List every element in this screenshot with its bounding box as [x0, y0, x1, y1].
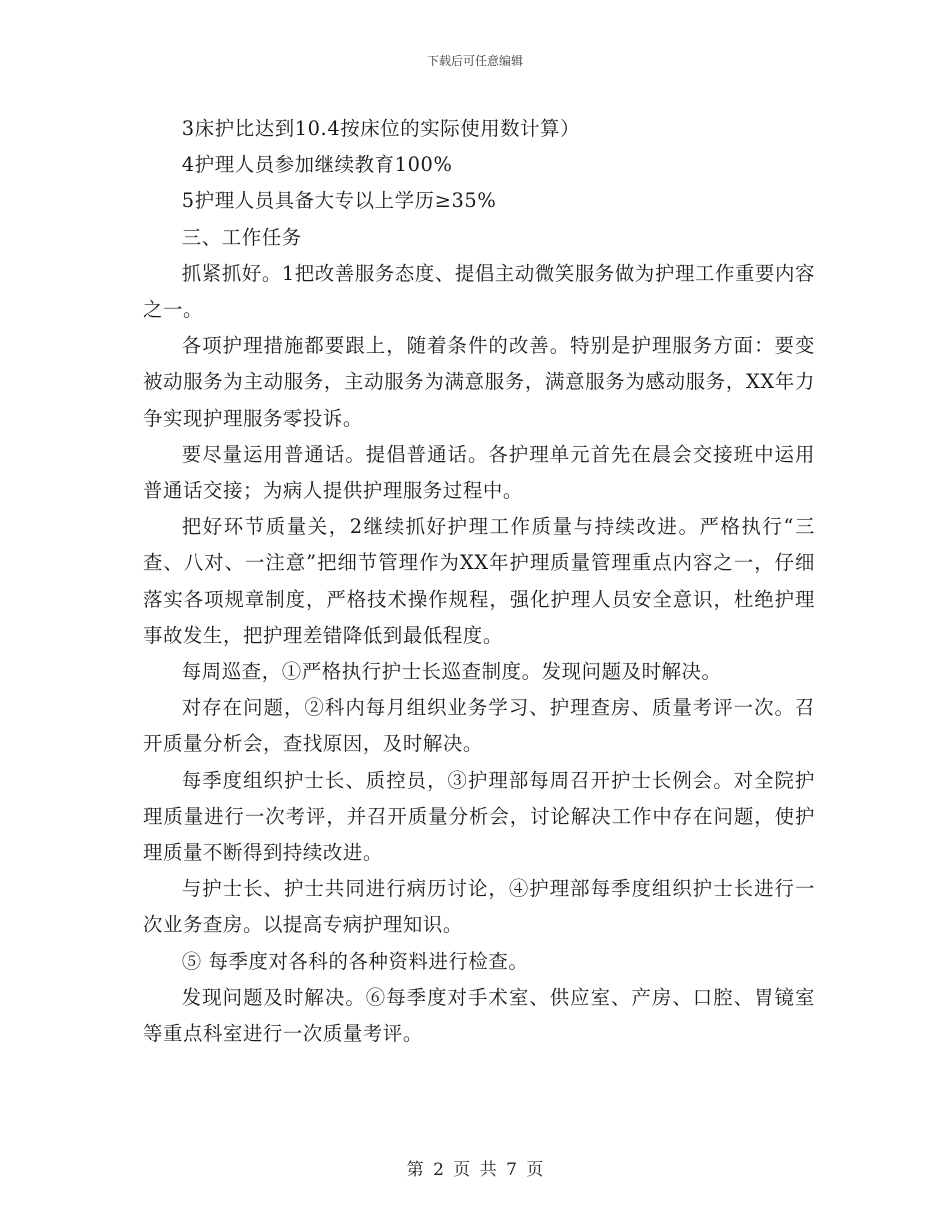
paragraph: 4护理人员参加继续教育100% [181, 153, 453, 177]
paragraph: 3床护比达到10.4按床位的实际使用数计算） [181, 117, 581, 140]
paragraph: 各项护理措施都要跟上，随着条件的改善。特别是护理服务方面：要变被动服务为主动服务，主动服务为满意服务，满意服务为感动服务，XX年力争实现护理服务零投诉。 [143, 334, 815, 430]
paragraph: 对存在问题，②科内每月组织业务学习、护理查房、质量考评一次。召开质量分析会，查找原因，及时解决。 [143, 696, 815, 756]
section-heading: 三、工作任务 [181, 225, 302, 249]
document-body [143, 111, 815, 1052]
paragraph: 5护理人员具备大专以上学历≥35% [181, 189, 497, 213]
paragraph: 要尽量运用普通话。提倡普通话。各护理单元首先在晨会交接班中运用普通话交接；为病人提供护理服务过程中。 [143, 442, 815, 503]
page-header: 下载后可任意编辑 [426, 54, 523, 68]
paragraph: ⑤ 每季度对各科的各种资料进行检查。 [181, 949, 529, 973]
paragraph: 与护士长、护士共同进行病历讨论，④护理部每季度组织护士长进行一次业务查房。以提高专病护理知识。 [143, 877, 815, 937]
paragraph: 把好环节质量关，2继续抓好护理工作质量与持续改进。严格执行“三查、八对、一注意”把细节管理作为XX年护理质量管理重点内容之一，仔细落实各项规章制度，严格技术操作规程，强化护理人员安全意识，杜绝护理事故发生，把护理差错降低到最低程度。 [143, 515, 815, 647]
paragraph: 发现问题及时解决。⑥每季度对手术室、供应室、产房、口腔、胃镜室等重点科室进行一次质量考评。 [143, 985, 815, 1046]
paragraph: 每季度组织护士长、质控员，③护理部每周召开护士长例会。对全院护理质量进行一次考评，并召开质量分析会，讨论解决工作中存在问题，使护理质量不断得到持续改进。 [143, 768, 815, 865]
page-number: 第 2 页 共 7 页 [406, 1160, 544, 1180]
paragraph: 每周巡查，①严格执行护士长巡查制度。发现问题及时解决。 [181, 660, 722, 684]
paragraph: 抓紧抓好。1把改善服务态度、提倡主动微笑服务做为护理工作重要内容之一。 [143, 261, 815, 322]
